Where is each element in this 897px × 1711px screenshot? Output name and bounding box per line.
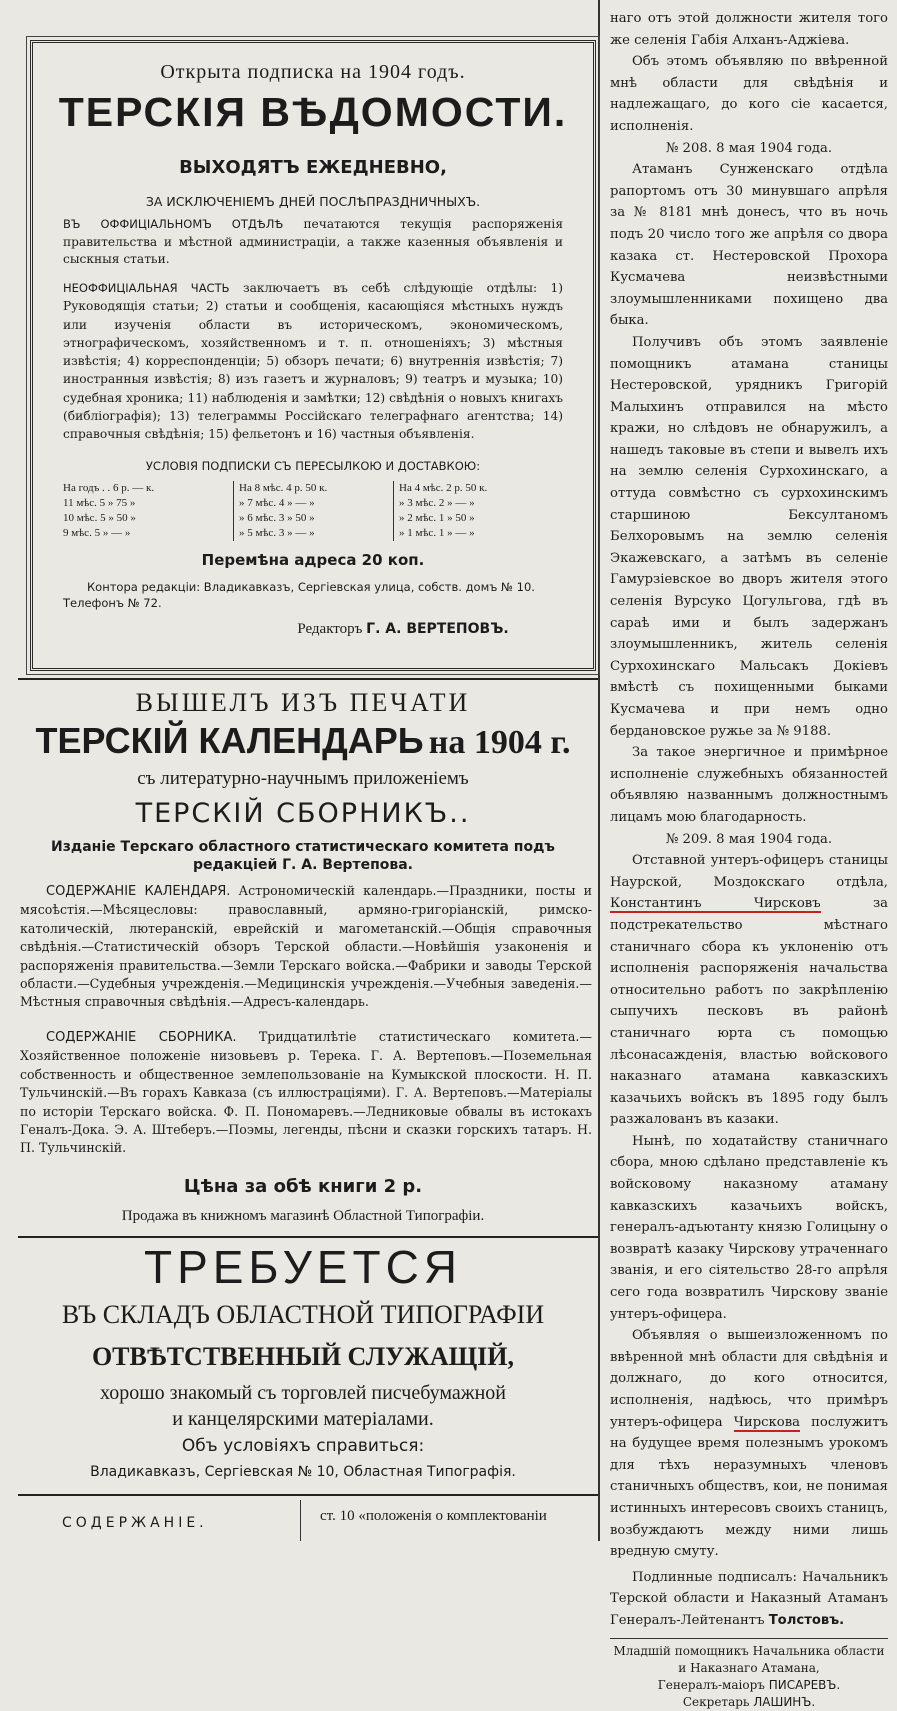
except-note: ЗА ИСКЛЮЧЕНІЕМЪ ДНЕЙ ПОСЛѢПРАЗДНИЧНЫХЪ. [145, 194, 481, 209]
price-cell: » 3 мѣс. 2 » — » [399, 497, 475, 509]
conditions-head: УСЛОВІЯ ПОДПИСКИ СЪ ПЕРЕСЫЛКОЮ И ДОСТАВКОЮ: [145, 459, 481, 473]
calendar-contents [20, 882, 592, 1012]
official-text: печатаются текущія распоряженія правительства и мѣстной администраціи, а также казенныя объявленія и сыскныя статьи. [63, 217, 564, 266]
price-column [399, 481, 549, 541]
secretary-line [610, 1694, 888, 1711]
right-column [610, 8, 888, 1711]
subscription-head: Открыта подписка на 1904 годъ. [160, 61, 466, 83]
assistant-rank [610, 1677, 888, 1694]
paragraph: Объ этомъ объявляю по ввѣренной мнѣ области для свѣдѣнія и надлежащаго, до кого сіе касается, исполненія. [610, 54, 888, 134]
price-cell: » 5 мѣс. 3 » — » [239, 527, 315, 539]
calendar-title-main: ТЕРСКІЙ КАЛЕНДАРЬ [35, 720, 424, 761]
paragraph: Получивъ объ этомъ заявленіе помощникъ атамана станицы Нестеровской, урядникъ Григорій Малыхинъ отправился на мѣсто кражи, но слѣдовъ не обнаружилъ, а нашедъ таковые въ степи и вывелъ ихъ на землю селенія Сурхохинскаго, а оттуда совмѣстно съ сурхохинскимъ старшиною Бексултаномъ Белхоровымъ на землю селенія Экажевскаго, а затѣмъ въ селеніе Гамурзіевское во дворъ жителя этого селенія Вурсуко Цогульгова, гдѣ въ сараѣ ими и былъ задержанъ злоумышленникъ, житель селенія Сурхохинскаго Мальсакъ Докіевъ вмѣстѣ съ похищенными быками Кусмачева и при немъ одно бердановское ружье за № 9188. [610, 334, 888, 739]
edition-note: Изданіе Терскаго областного статистическаго комитета подъ редакціей Г. А. Вертепова. [51, 839, 555, 873]
paragraph [610, 1325, 888, 1563]
paragraph-text: Отставной унтеръ-офицеръ станицы Наурской, Моздокскаго отдѣла, [610, 853, 888, 890]
signature-block [610, 1567, 888, 1632]
assistant-name: ПИСАРЕВЪ. [768, 1677, 841, 1692]
price-cell: На 4 мѣс. 2 р. 50 к. [399, 482, 488, 494]
contents-label: СОДЕРЖАНІЕ. [62, 1515, 208, 1531]
daily-note: ВЫХОДЯТЪ ЕЖЕДНЕВНО, [179, 157, 447, 178]
wanted-head: ТРЕБУЕТСЯ [143, 1241, 463, 1293]
paragraph-text: Объявляя о вышеизложенномъ по ввѣренной мнѣ области для свѣдѣнія и должнаго, до кого относится, исполненія, надѣюсь, что примѣръ унтеръ-офицера [610, 1328, 888, 1430]
collection-title: ТЕРСКІЙ СБОРНИКЪ.. [135, 798, 471, 829]
person-name-highlight: Чирскова [733, 1414, 800, 1430]
divider [18, 1494, 598, 1496]
price-divider [233, 481, 234, 541]
price-cell: 9 мѣс. 5 » — » [63, 527, 131, 539]
calendar-contents-lead: СОДЕРЖАНІЕ КАЛЕНДАРЯ. [46, 884, 231, 899]
calendar-printed: ВЫШЕЛЪ ИЗЪ ПЕЧАТИ [135, 688, 471, 717]
unofficial-lead: НЕОФФИЦІАЛЬНАЯ ЧАСТЬ [63, 281, 230, 295]
calendar-with: съ литературно-научнымъ приложеніемъ [137, 768, 469, 789]
price-cell: » 6 мѣс. 3 » 50 » [239, 512, 315, 524]
calendar-title-year: на 1904 г. [428, 724, 571, 761]
unofficial-section [63, 279, 563, 444]
divider [18, 678, 598, 680]
secretary-title: Секретарь [682, 1694, 750, 1709]
editor-name: Г. А. ВЕРТЕПОВЪ. [366, 621, 509, 637]
price-divider [393, 481, 394, 541]
subscription-ad [30, 40, 596, 671]
wanted-address: Владикавказъ, Сергіевская № 10, Областная Типографія. [90, 1464, 516, 1480]
paragraph: Атаманъ Сунженскаго отдѣла рапортомъ отъ 30 минувшаго апрѣля за № 8181 мнѣ донесъ, что въ ночь подъ 20 число того же апрѣля со двора казака ст. Нестеровской Прохора Кусмачева неизвѣстными злоумышленниками похищено два быка. [610, 162, 888, 329]
calendar-ad [10, 688, 596, 1228]
collection-contents-text: Тридцатилѣтіе статистическаго комитета.—Хозяйственное положеніе низовьевъ р. Терека. Г. А. Вертеповъ.—Поземельная собственность и общественное землепользованіе на Кумыкской плоскости. Н. П. Тульчинскій.—Въ горахъ Кавказа (съ иллюстраціями). Г. А. Вертеповъ.—Матеріалы по исторіи Терскаго войска. Ф. П. Пономаревъ.—Ледниковые обвалы въ истокахъ Геналъ-Дока. Э. А. Штеберъ.—Поэмы, легенды, пѣсни и сказки горскихъ татаръ. Н. П. Тульчинскій. [20, 1029, 592, 1156]
paragraph: наго отъ этой должности жителя того же селенія Габія Алханъ-Аджіева. [610, 11, 888, 48]
newspaper-title: ТЕРСКІЯ ВѢДОМОСТИ. [58, 89, 568, 135]
price-cell: » 7 мѣс. 4 » — » [239, 497, 315, 509]
order-number: № 208. 8 мая 1904 года. [665, 140, 833, 156]
collection-contents-lead: СОДЕРЖАНІЕ СБОРНИКА. [46, 1030, 237, 1045]
divider [610, 1638, 888, 1639]
price-cell: 10 мѣс. 5 » 50 » [63, 512, 136, 524]
paragraph [610, 850, 888, 1131]
signature-text: Подлинные подписалъ: Начальникъ Терской области и Наказный Атаманъ Генералъ-Лейтенантъ [610, 1569, 888, 1628]
address-change: Перемѣна адреса 20 коп. [201, 551, 425, 569]
price-cell: На 8 мѣс. 4 р. 50 к. [239, 482, 328, 494]
paragraph: За такое энергичное и примѣрное исполненіе служебныхъ обязанностей объявляю названнымъ должностнымъ лицамъ мою благодарность. [610, 745, 888, 825]
assistant-title: Младшій помощникъ Начальника области и Наказнаго Атамана, [613, 1643, 885, 1675]
calendar-contents-text: Астрономическій календарь.—Праздники, посты и мясоѣстія.—Мѣсяцесловы: православный, армяно-григоріанскій, римско-католическій, лютеранскій, еврейскій и магометанскій.—Общія справочныя свѣдѣнія.—Статистическій обзоръ Терской области.—Новѣйшія узаконенія и распоряженія правительства.—Земли Терскаго войска.—Фабрики и заводы Терской области.—Судебныя учрежденія.—Медицинскія учрежденія.—Учебныя заведенія.—Мѣстныя справочныя свѣдѣнія.—Адресъ-календарь. [20, 883, 592, 1010]
unofficial-text: заключаетъ въ себѣ слѣдующіе отдѣлы: 1) Руководящія статьи; 2) статьи и сообщенія, касающіяся мѣстныхъ нуждъ или изученія области въ историческомъ, экономическомъ, этнографическомъ, хозяйственномъ и т. п. отношеніяхъ; 3) мѣстныя извѣстія; 4) корреспонденціи; 5) обзоръ печати; 6) внутреннія извѣстія; 7) иностранныя извѣстія; 8) изъ газетъ и журналовъ; 9) театръ и музыка; 10) судебная хроника; 11) наблюденія и замѣтки; 12) свѣдѣнія о новыхъ книгахъ (библіографія); 13) телеграммы Россійскаго телеграфнаго агентства; 14) справочныя свѣдѣнія; 15) фельетонъ и 16) частныя объявленія. [63, 281, 564, 442]
wanted-who: ОТВѢТСТВЕННЫЙ СЛУЖАЩІЙ, [91, 1342, 515, 1371]
divider [18, 1236, 598, 1238]
collection-contents [20, 1028, 592, 1158]
assistant-rank-text: Генералъ-маіоръ [657, 1677, 765, 1692]
office-address: Контора редакціи: Владикавказъ, Сергіевская улица, собств. домъ № 10. Телефонъ № 72. [63, 580, 535, 610]
calendar-price: Цѣна за обѣ книги 2 р. [183, 1176, 423, 1197]
editor-line [223, 621, 583, 638]
wanted-desc-2: и канцелярскими матеріалами. [172, 1408, 434, 1430]
paragraph: Нынѣ, по ходатайству станичнаго сбора, мною сдѣлано представленіе къ войсковому наказному атаману кавказскихъ казачьихъ войскъ, генералъ-адъютанту князю Голицыну о возвратѣ казаку Чирскову утраченнаго званія, и его сіятельство 28-го апрѣля сего года возвратилъ Чирскову званіе унтеръ-офицера. [610, 1133, 888, 1322]
person-name-highlight: Константинъ Чирсковъ [610, 896, 821, 912]
signature-name: Толстовъ. [768, 1612, 845, 1628]
assistant-block [610, 1643, 888, 1711]
secretary-name: ЛАШИНЪ. [753, 1694, 816, 1709]
column-separator [598, 0, 600, 1541]
paragraph-text: за подстрекательство мѣстнаго станичнаго сбора къ уклоненію отъ исполненія распоряженія начальства относительно работъ по закрѣпленію сыпучихъ песковъ въ районѣ станичнаго юрта съ помощью лѣсонасажденія, властью войскового наказнаго атамана кавказскихъ казачьихъ войскъ въ 1895 году былъ разжалованъ въ казаки. [610, 896, 888, 1128]
wanted-place: ВЪ СКЛАДЪ ОБЛАСТНОЙ ТИПОГРАФІИ [61, 1300, 545, 1329]
price-cell: » 1 мѣс. 1 » — » [399, 527, 475, 539]
price-cell: » 2 мѣс. 1 » 50 » [399, 512, 475, 524]
price-column [239, 481, 389, 541]
calendar-sale: Продажа въ книжномъ магазинѣ Областной Типографіи. [121, 1208, 485, 1224]
wanted-ad [10, 1240, 596, 1490]
editor-lead: Редакторъ [297, 621, 363, 637]
paragraph-text: послужитъ на будущее время полезнымъ урокомъ для тѣхъ неразумныхъ членовъ станичныхъ обществъ, кои, не понимая истинныхъ интересовъ своихъ станицъ, возбуждаютъ между ними лишь вредную смуту. [610, 1414, 888, 1560]
column-separator-left [300, 1500, 301, 1541]
wanted-desc-1: хорошо знакомый съ торговлей писчебумажной [100, 1382, 506, 1404]
calendar-title [10, 720, 596, 762]
order-number: № 209. 8 мая 1904 года. [665, 831, 833, 847]
middle-footer: ст. 10 «положенія о комплектованіи [320, 1508, 547, 1524]
price-table [63, 481, 563, 541]
price-column [63, 481, 228, 541]
official-section [63, 216, 563, 269]
wanted-inquire: Объ условіяхъ справиться: [181, 1436, 425, 1456]
official-lead: ВЪ ОФФИЦІАЛЬНОМЪ ОТДѢЛѢ [63, 217, 284, 231]
price-cell: 11 мѣс. 5 » 75 » [63, 497, 136, 509]
price-cell: На годъ . . 6 р. — к. [63, 482, 155, 494]
